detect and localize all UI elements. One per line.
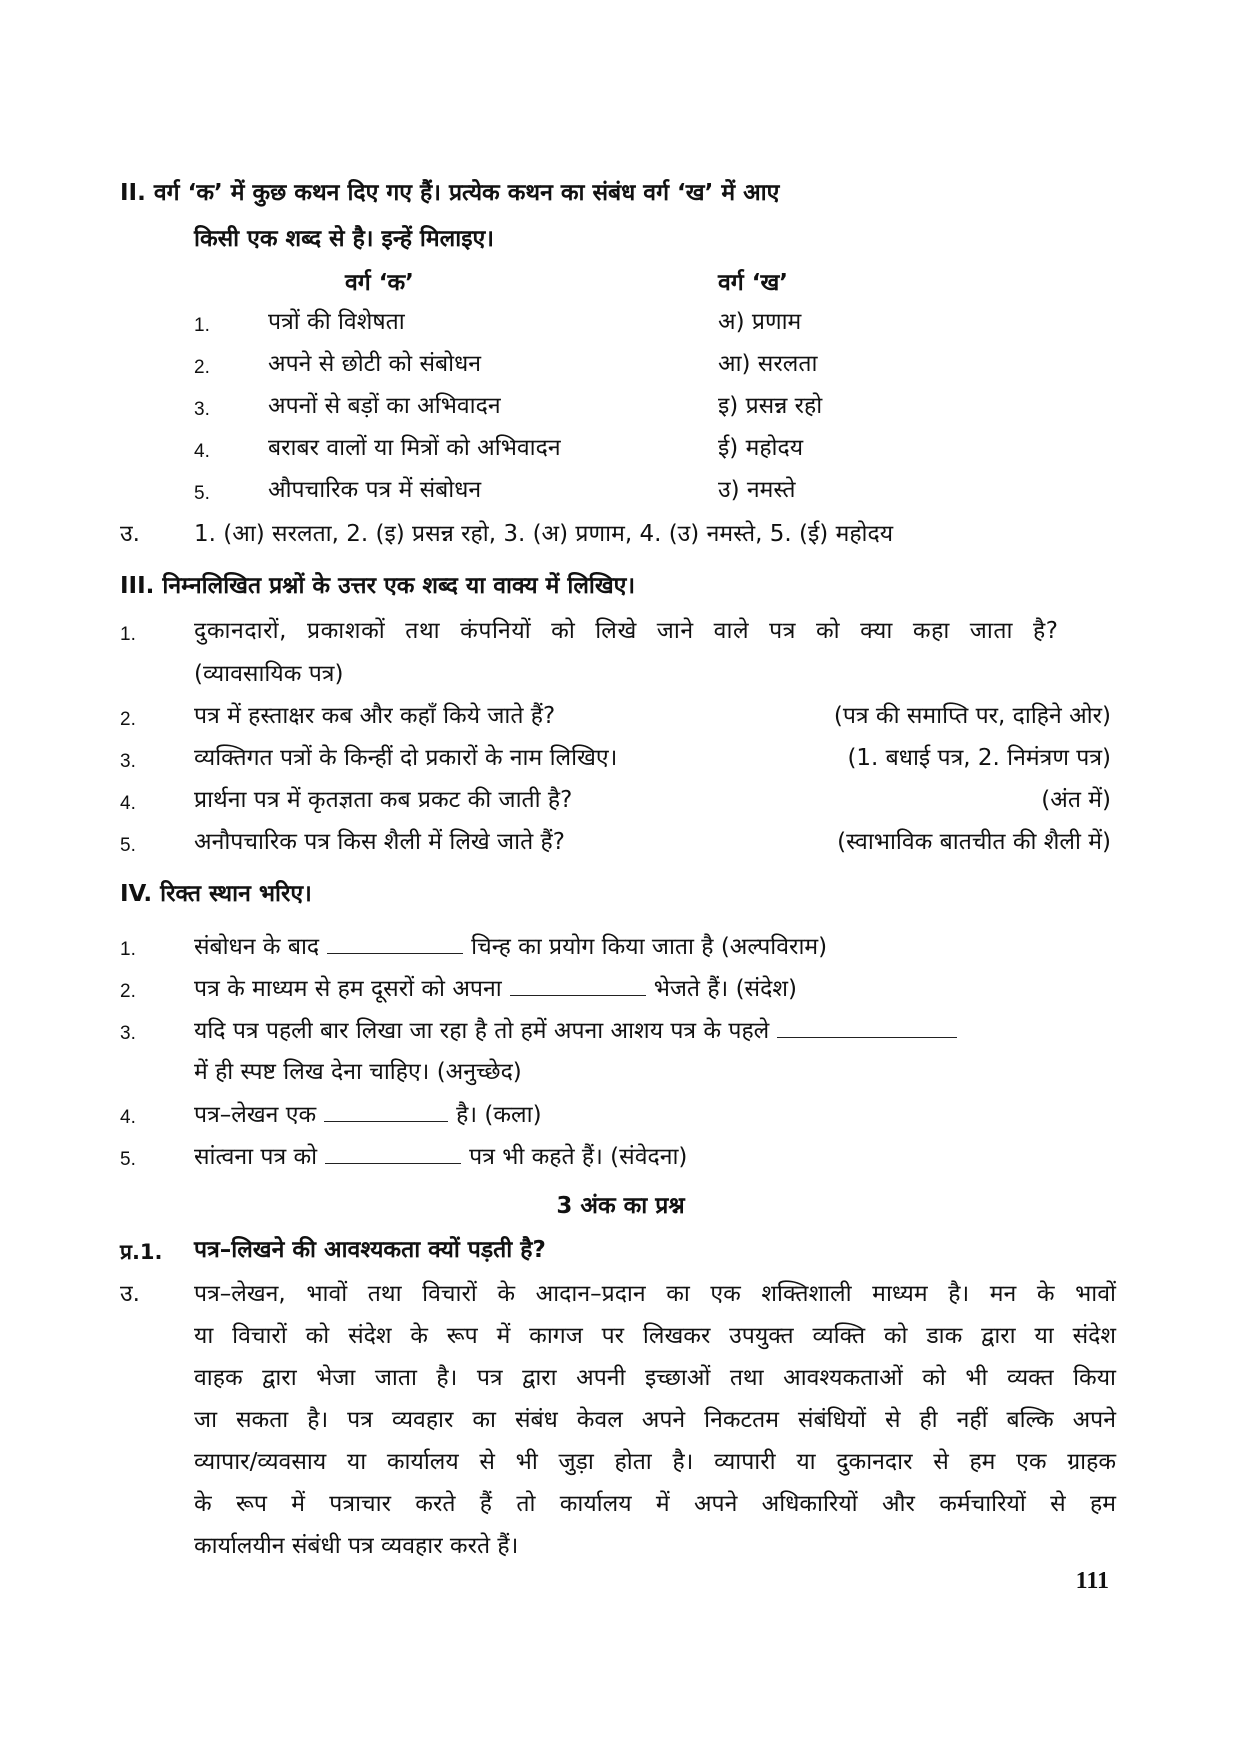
column-b-item: ई) महोदय	[718, 435, 804, 461]
sentence-end: पत्र भी कहते हैं। (संवेदना)	[469, 1144, 688, 1170]
column-b-item: अ) प्रणाम	[718, 309, 802, 335]
question-text	[194, 616, 1116, 646]
fill-blank-sentence	[194, 1015, 965, 1046]
question-answer: (व्यावसायिक पत्र)	[194, 661, 344, 687]
blank-line	[327, 931, 463, 954]
fill-blank-sentence	[194, 1099, 542, 1130]
row-number: 5.	[194, 483, 210, 504]
fill-blank-sentence	[194, 1141, 687, 1172]
column-a-item: पत्रों की विशेषता	[268, 309, 405, 335]
item-number: 1.	[120, 939, 136, 960]
fill-blank-sentence	[194, 973, 797, 1004]
sentence-end: चिन्ह का प्रयोग किया जाता है (अल्पविराम)	[471, 934, 828, 960]
paragraph-line: वाहक द्वारा भेजा जाता है। पत्र द्वारा अपनी इच्छाओं तथा आवश्यकताओं को भी व्यक्त किया	[194, 1365, 1116, 1391]
section-5-heading: 3 अंक का प्रश्न	[556, 1193, 685, 1219]
question-answer: (पत्र की समाप्ति पर, दाहिने ओर)	[833, 703, 1111, 729]
item-number: 2.	[120, 981, 136, 1002]
sentence-start: संबोधन के बाद	[194, 934, 320, 960]
section-2-heading: II. वर्ग ‘क’ में कुछ कथन दिए गए हैं। प्रत्येक कथन का संबंध वर्ग ‘ख’ में आए	[120, 180, 780, 206]
question-text: पत्र में हस्ताक्षर कब और कहाँ किये जाते हैं?	[194, 703, 556, 729]
answer-text: 1. (आ) सरलता, 2. (इ) प्रसन्न रहो, 3. (अ) प्रणाम, 4. (उ) नमस्ते, 5. (ई) महोदय	[194, 521, 894, 547]
question-answer: (अंत में)	[1041, 787, 1111, 813]
paragraph-line: कार्यालयीन संबंधी पत्र व्यवहार करते हैं।	[194, 1533, 519, 1559]
question-label: प्र.1.	[120, 1240, 163, 1264]
question-number: 2.	[120, 709, 136, 730]
section-4-heading: IV. रिक्त स्थान भरिए।	[120, 881, 312, 907]
row-number: 2.	[194, 357, 210, 378]
sentence-start: पत्र–लेखन एक	[194, 1102, 317, 1128]
question-text: अनौपचारिक पत्र किस शैली में लिखे जाते हैं?	[194, 829, 565, 855]
sentence-end: भेजते हैं। (संदेश)	[653, 976, 797, 1002]
blank-line	[777, 1015, 957, 1038]
sentence-start: यदि पत्र पहली बार लिखा जा रहा है तो हमें अपना आशय पत्र के पहले	[194, 1018, 770, 1044]
paragraph-line: या विचारों को संदेश के रूप में कागज पर लिखकर उपयुक्त व्यक्ति को डाक द्वारा या संदेश	[194, 1323, 1116, 1349]
item-number: 4.	[120, 1107, 136, 1128]
page-number: 111	[1075, 1568, 1109, 1594]
column-a-title: वर्ग ‘क’	[345, 270, 414, 296]
sentence-start: पत्र के माध्यम से हम दूसरों को अपना	[194, 976, 502, 1002]
column-b-title: वर्ग ‘ख’	[718, 270, 789, 296]
row-number: 1.	[194, 315, 210, 336]
fill-blank-sentence	[194, 931, 827, 962]
column-b-item: आ) सरलता	[718, 351, 818, 377]
paragraph-line: जा सकता है। पत्र व्यवहार का संबंध केवल अपने निकटतम संबंधियों से ही नहीं बल्कि अपने	[194, 1407, 1116, 1433]
column-b-item: इ) प्रसन्न रहो	[718, 393, 823, 419]
item-number: 5.	[120, 1149, 136, 1170]
answer-label: उ.	[120, 1281, 140, 1307]
blank-line	[324, 1099, 448, 1122]
sentence-continuation: में ही स्पष्ट लिख देना चाहिए। (अनुच्छेद)	[194, 1059, 522, 1085]
question-text: पत्र–लिखने की आवश्यकता क्यों पड़ती है?	[194, 1237, 546, 1263]
column-a-item: अपनों से बड़ों का अभिवादन	[268, 393, 501, 419]
paragraph-line: व्यापार/व्यवसाय या कार्यालय से भी जुड़ा होता है। व्यापारी या दुकानदार से हम एक ग्राहक	[194, 1449, 1116, 1475]
sentence-start: सांत्वना पत्र को	[194, 1144, 318, 1170]
sentence-end: है। (कला)	[456, 1102, 542, 1128]
section-3-heading: III. निम्नलिखित प्रश्नों के उत्तर एक शब्द या वाक्य में लिखिए।	[120, 573, 636, 599]
blank-line	[325, 1141, 461, 1164]
column-a-item: अपने से छोटी को संबोधन	[268, 351, 481, 377]
column-a-item: बराबर वालों या मित्रों को अभिवादन	[268, 435, 561, 461]
question-answer: (1. बधाई पत्र, 2. निमंत्रण पत्र)	[847, 745, 1111, 771]
question-number: 4.	[120, 793, 136, 814]
row-number: 4.	[194, 441, 210, 462]
question-number: 5.	[120, 835, 136, 856]
question-number: 3.	[120, 751, 136, 772]
blank-line	[510, 973, 646, 996]
question-number: 1.	[120, 624, 136, 645]
answer-label: उ.	[120, 521, 140, 547]
answer-paragraph	[194, 1273, 1116, 1567]
question-answer: (स्वाभाविक बातचीत की शैली में)	[837, 829, 1111, 855]
question-text-content: दुकानदारों, प्रकाशकों तथा कंपनियों को लिखे जाने वाले पत्र को क्या कहा जाता है?	[194, 618, 1059, 644]
paragraph-line: पत्र–लेखन, भावों तथा विचारों के आदान–प्रदान का एक शक्तिशाली माध्यम है। मन के भावों	[194, 1281, 1116, 1307]
question-text: व्यक्तिगत पत्रों के किन्हीं दो प्रकारों के नाम लिखिए।	[194, 745, 618, 771]
row-number: 3.	[194, 399, 210, 420]
paragraph-line: के रूप में पत्राचार करते हैं तो कार्यालय में अपने अधिकारियों और कर्मचारियों से हम	[194, 1491, 1116, 1517]
section-2-heading-cont: किसी एक शब्द से है। इन्हें मिलाइए।	[194, 226, 494, 252]
question-text: प्रार्थना पत्र में कृतज्ञता कब प्रकट की जाती है?	[194, 787, 573, 813]
item-number: 3.	[120, 1023, 136, 1044]
column-b-item: उ) नमस्ते	[718, 477, 796, 503]
column-a-item: औपचारिक पत्र में संबोधन	[268, 477, 482, 503]
